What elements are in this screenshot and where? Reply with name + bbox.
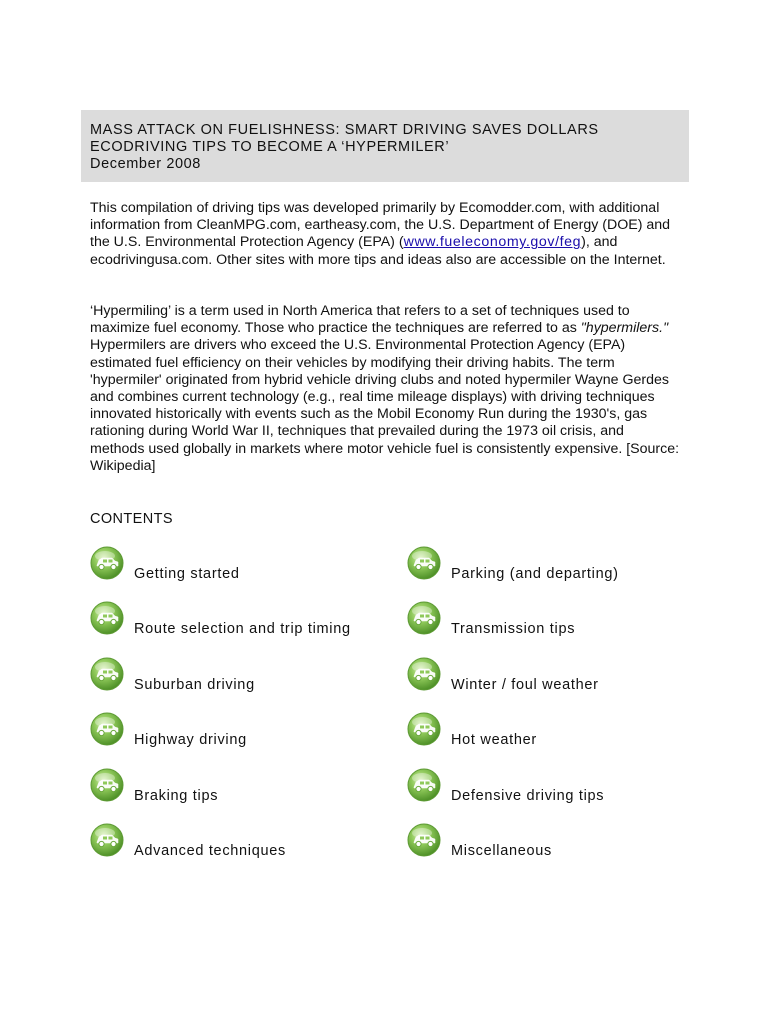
intro-text-2: ), and ecodrivingusa.com. Other sites with more tips and ideas also are accessible on the Internet. [90,234,666,268]
toc-item-getting-started[interactable] [90,546,390,586]
green-car-icon [90,712,124,746]
toc-item-label: Suburban driving [134,677,255,693]
intro-text-1: This compilation of driving tips was developed primarily by Ecomodder.com, with additional information from CleanMPG.com, eartheasy.com, the U.S. Department of Energy (DOE) and the U.S. Environmental Protection Agency (EPA) ( [90,200,671,251]
toc-item-highway-driving[interactable] [90,712,390,752]
green-car-icon [90,823,124,857]
header-title: MASS ATTACK ON FUELISHNESS: SMART DRIVING SAVES DOLLARS [90,122,599,138]
green-car-icon [407,768,441,802]
toc-item-hot-weather[interactable] [407,712,707,752]
toc-item-label: Miscellaneous [451,843,552,859]
header-date: December 2008 [90,156,201,172]
toc-item-label: Hot weather [451,732,537,748]
toc-item-defensive-driving[interactable] [407,768,707,808]
green-car-icon [90,546,124,580]
green-car-icon [407,657,441,691]
hypermilers-term: "hypermilers." [580,320,669,337]
toc-item-braking-tips[interactable] [90,768,390,808]
toc-item-winter-weather[interactable] [407,657,707,697]
toc-item-label: Advanced techniques [134,843,286,859]
toc-item-suburban-driving[interactable] [90,657,390,697]
toc-item-parking[interactable] [407,546,707,586]
fueleconomy-link[interactable]: www.fueleconomy.gov/feg [403,234,582,251]
toc-item-route-selection[interactable] [90,601,390,641]
header-subtitle: ECODRIVING TIPS TO BECOME A ‘HYPERMILER’ [90,139,450,155]
toc-item-label: Route selection and trip timing [134,621,351,637]
document-header [81,110,689,182]
toc-item-label: Getting started [134,566,240,582]
hypermiling-paragraph [90,303,680,475]
toc-item-label: Highway driving [134,732,247,748]
green-car-icon [90,601,124,635]
contents-heading: CONTENTS [90,511,173,527]
hypermiling-text-1: ‘Hypermiling’ is a term used in North America that refers to a set of techniques used to maximize fuel economy. Those who practice the techniques are referred to as [90,303,630,337]
toc-item-label: Braking tips [134,788,219,804]
green-car-icon [407,823,441,857]
hypermiling-text-2: Hypermilers are drivers who exceed the U.S. Environmental Protection Agency (EPA) estimated fuel efficiency on their vehicles by modifying their driving habits. The term 'hypermiler' originated from hybrid vehicle driving clubs and noted hypermiler Wayne Gerdes and combines current technology (e.g., real time mileage displays) with driving techniques innovated historically with events such as the Mobil Economy Run during the 1930's, gas rationing during World War II, techniques that prevailed during the 1973 oil crisis, and methods used globally in markets where motor vehicle fuel is consistently expensive. [Source: Wikipedia] [90,337,680,474]
green-car-icon [90,657,124,691]
toc-item-label: Winter / foul weather [451,677,599,693]
green-car-icon [407,712,441,746]
green-car-icon [90,768,124,802]
toc-item-miscellaneous[interactable] [407,823,707,863]
toc-item-label: Transmission tips [451,621,576,637]
green-car-icon [407,546,441,580]
toc-item-advanced-techniques[interactable] [90,823,390,863]
toc-item-label: Defensive driving tips [451,788,605,804]
intro-paragraph [90,200,680,269]
toc-item-label: Parking (and departing) [451,566,619,582]
toc-item-transmission-tips[interactable] [407,601,707,641]
green-car-icon [407,601,441,635]
